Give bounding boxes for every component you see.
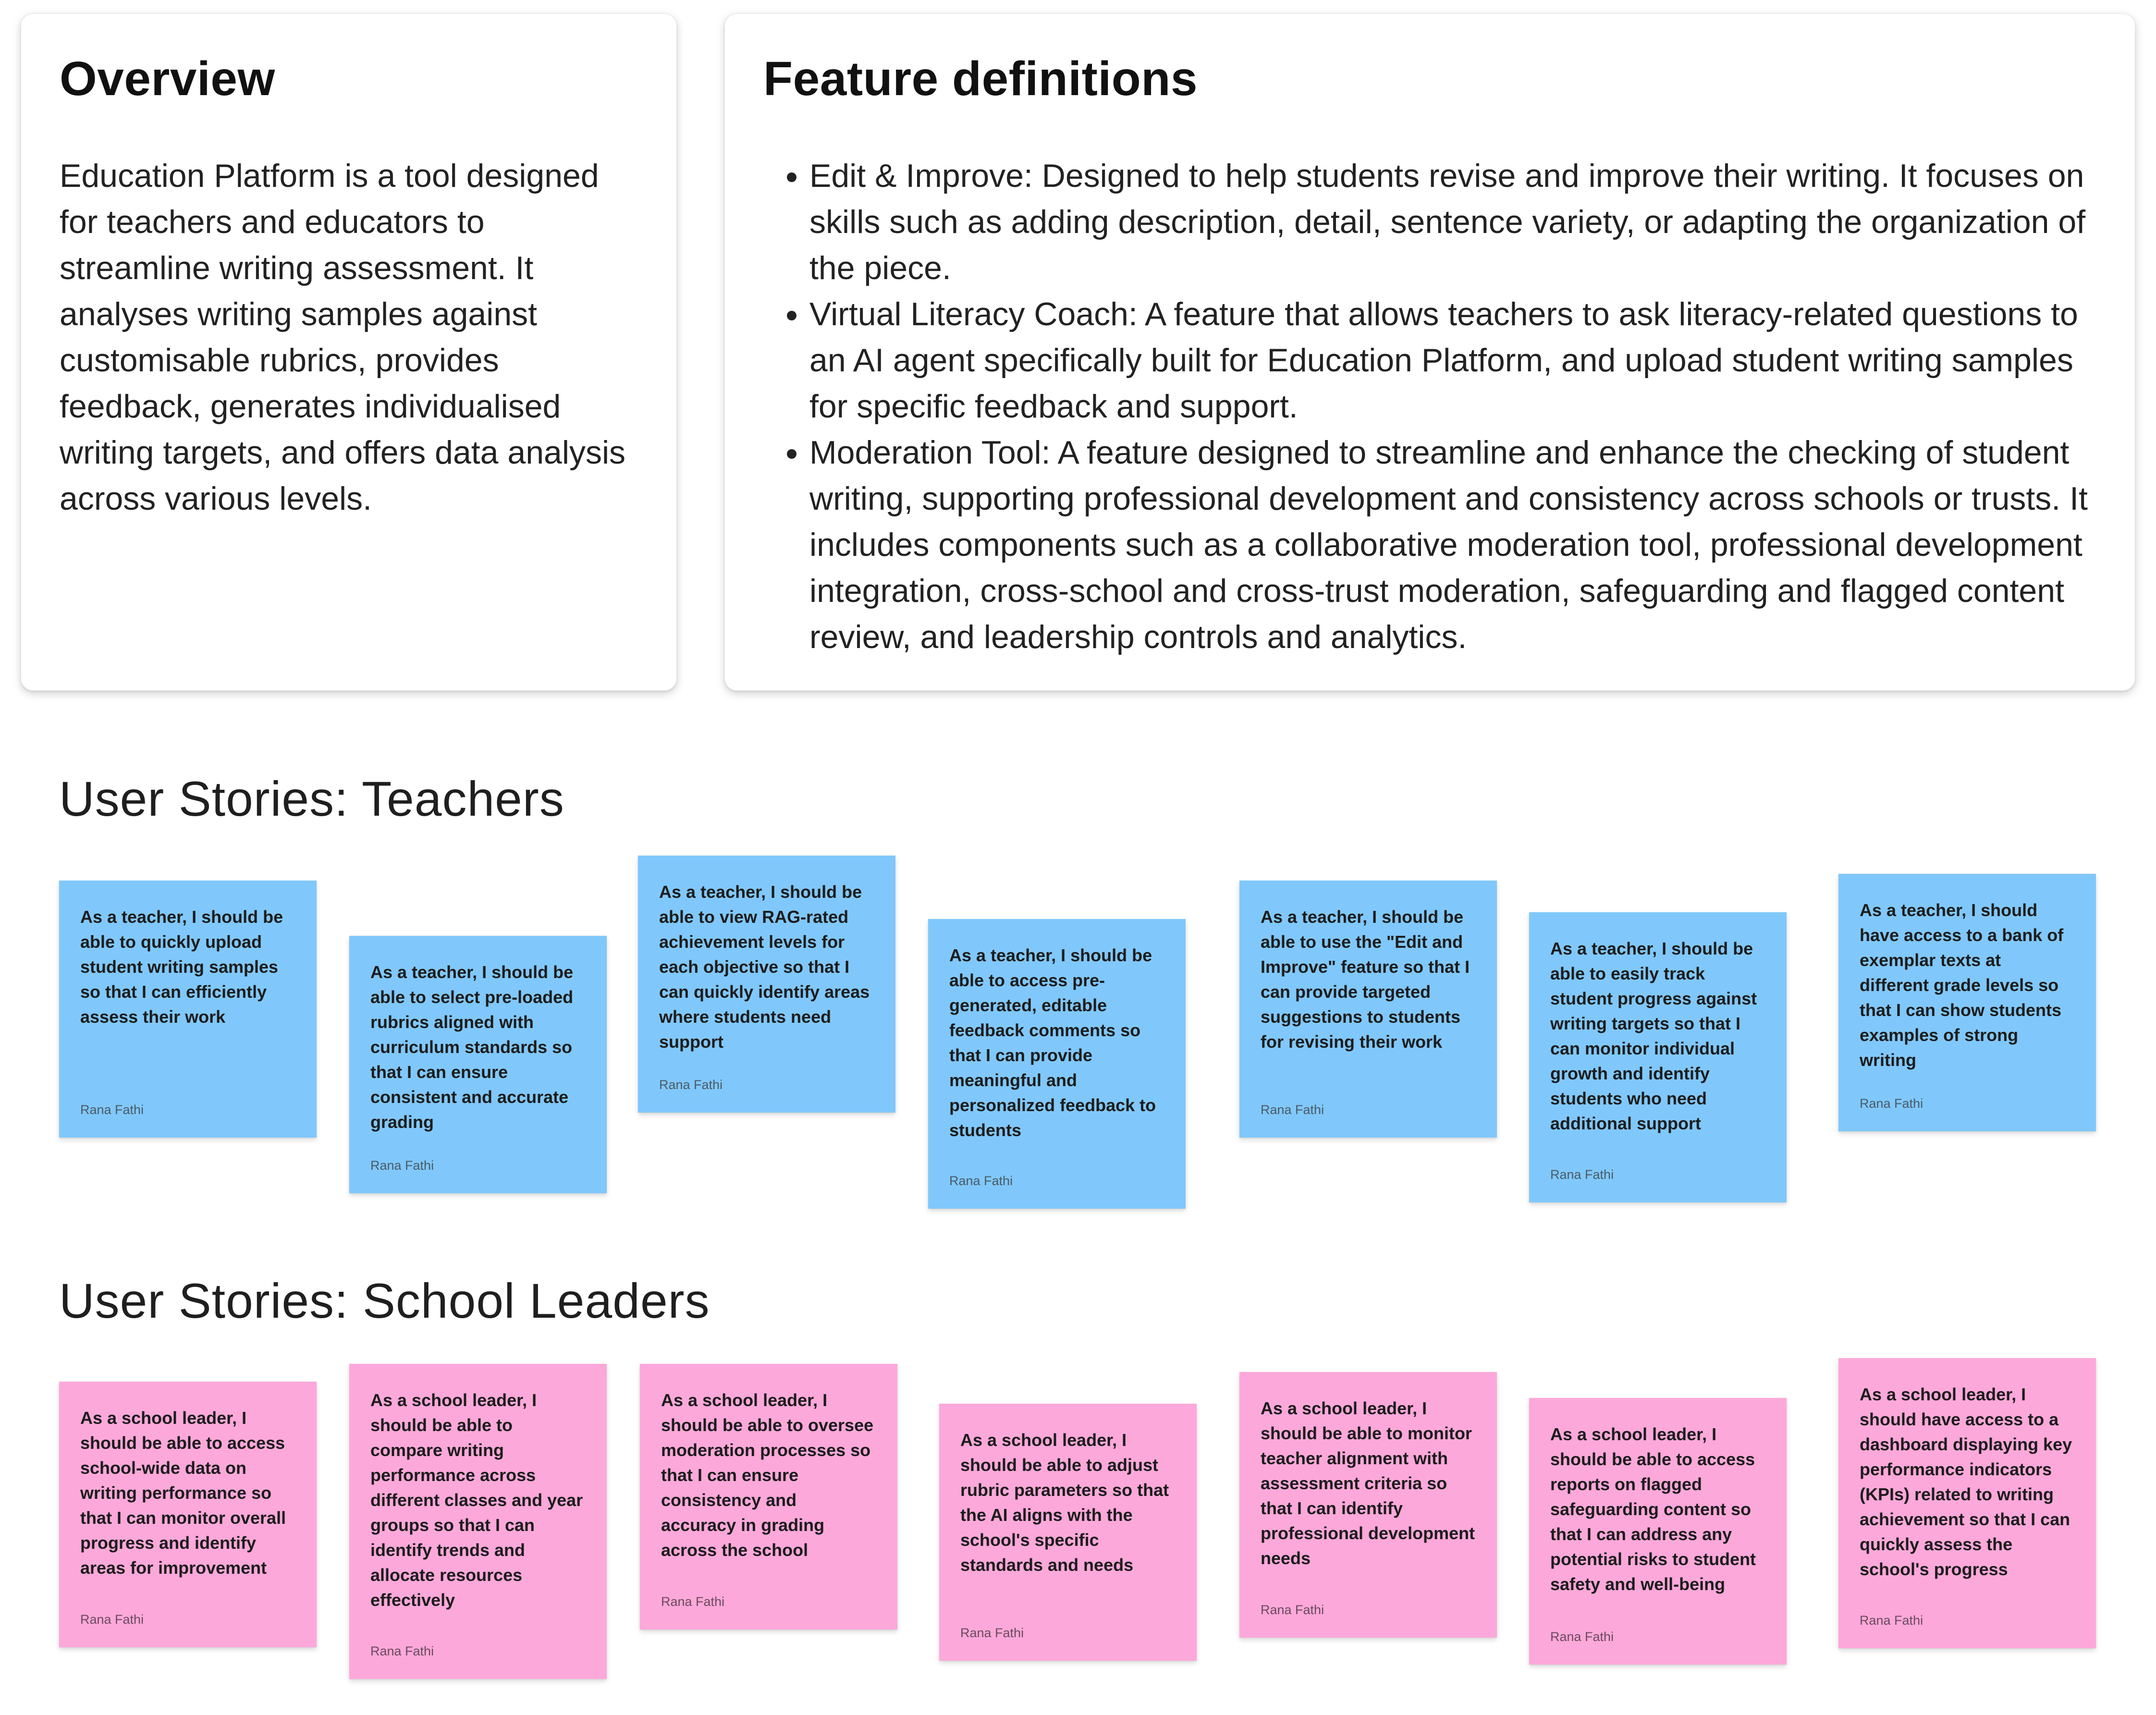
sticky-note-author: Rana Fathi	[1550, 1167, 1614, 1182]
teacher-sticky-note-3[interactable]	[638, 856, 895, 1113]
overview-card	[21, 13, 677, 691]
sticky-note-author: Rana Fathi	[661, 1594, 725, 1609]
sticky-note-author: Rana Fathi	[659, 1078, 723, 1092]
sticky-note-text: As a school leader, I should be able to access reports on flagged safeguarding content so that I can address any potential risks to student safety and well-being	[1550, 1424, 1756, 1594]
sticky-note-text: As a teacher, I should be able to easily track student progress against writing targets so that I can monitor individual growth and identify students who need additional support	[1550, 939, 1757, 1133]
sticky-note-author: Rana Fathi	[1261, 1102, 1324, 1117]
teacher-sticky-note-4[interactable]	[928, 919, 1186, 1209]
leader-sticky-note-5[interactable]	[1239, 1372, 1497, 1638]
overview-title: Overview	[60, 52, 275, 106]
sticky-note-text: As a teacher, I should be able to use the "Edit and Improve" feature so that I can provide targeted suggestions to students for revising their work	[1261, 907, 1470, 1052]
feature-definitions-title: Feature definitions	[763, 52, 1198, 106]
feature-list	[763, 153, 2096, 660]
leader-sticky-note-1[interactable]	[59, 1382, 317, 1647]
sticky-note-text: As a teacher, I should be able to select pre-loaded rubrics aligned with curriculum standards so that I can ensure consistent and accurate grading	[370, 962, 574, 1132]
sticky-note-author: Rana Fathi	[949, 1174, 1013, 1188]
sticky-note-author: Rana Fathi	[1860, 1613, 1923, 1628]
teachers-section-title: User Stories: Teachers	[59, 772, 564, 826]
sticky-note-text: As a teacher, I should be able to quickly upload student writing samples so that I can efficiently assess their work	[80, 907, 283, 1027]
sticky-note-text: As a school leader, I should have access to a dashboard displaying key performance indicators (KPIs) related to writing achievement so that I can quickly assess the school's progress	[1860, 1384, 2072, 1579]
feature-item-moderation-tool: • Moderation Tool: A feature designed to streamline and enhance the checking of student writing, supporting professional development and consistency across schools or trusts. It includes components such as a collaborative moderation tool, professional development integration, cross-school and cross-trust moderation, safeguarding and flagged content review, and leadership controls and analytics.	[809, 429, 2096, 660]
sticky-note-author: Rana Fathi	[960, 1626, 1024, 1640]
feature-item-edit-improve: • Edit & Improve: Designed to help students revise and improve their writing. It focuses on skills such as adding description, detail, sentence variety, or adapting the organization of the piece.	[809, 153, 2096, 291]
leader-sticky-note-4[interactable]	[939, 1404, 1197, 1661]
sticky-note-author: Rana Fathi	[1860, 1096, 1923, 1111]
sticky-note-text: As a teacher, I should be able to view RAG-rated achievement levels for each objective so that I can quickly identify areas where students need support	[659, 882, 870, 1052]
teacher-sticky-note-6[interactable]	[1529, 912, 1787, 1202]
feature-item-literacy-coach: • Virtual Literacy Coach: A feature that allows teachers to ask literacy-related questions to an AI agent specifically built for Education Platform, and upload student writing samples for specific feedback and support.	[809, 291, 2096, 429]
leader-sticky-note-6[interactable]	[1529, 1398, 1787, 1665]
leader-sticky-note-7[interactable]	[1838, 1358, 2096, 1648]
leader-sticky-note-3[interactable]	[640, 1364, 897, 1629]
teacher-sticky-note-5[interactable]	[1239, 881, 1497, 1138]
teacher-sticky-note-2[interactable]	[349, 936, 607, 1193]
sticky-note-text: As a school leader, I should be able to oversee moderation processes so that I can ensure consistency and accuracy in grading across the school	[661, 1390, 874, 1560]
sticky-note-author: Rana Fathi	[370, 1158, 434, 1173]
feature-definitions-card	[724, 13, 2135, 691]
sticky-note-text: As a teacher, I should have access to a bank of exemplar texts at different grade levels so that I can show students examples of strong writing	[1860, 900, 2064, 1070]
school-leaders-section-title: User Stories: School Leaders	[59, 1274, 710, 1328]
sticky-note-author: Rana Fathi	[1261, 1603, 1324, 1617]
sticky-note-text: As a school leader, I should be able to compare writing performance across different classes and year groups so that I can identify trends and allocate resources effectively	[370, 1390, 583, 1610]
overview-body: Education Platform is a tool designed for teachers and educators to streamline writing assessment. It analyses writing samples against customisable rubrics, provides feedback, generates individualised writing targets, and offers data analysis across various levels.	[60, 158, 626, 517]
sticky-note-author: Rana Fathi	[80, 1102, 144, 1117]
sticky-note-author: Rana Fathi	[370, 1644, 434, 1658]
sticky-note-text: As a teacher, I should be able to access pre-generated, editable feedback comments so that I can provide meaningful and personalized feedback to students	[949, 945, 1156, 1140]
sticky-note-author: Rana Fathi	[80, 1612, 144, 1627]
sticky-note-author: Rana Fathi	[1550, 1629, 1614, 1644]
teacher-sticky-note-7[interactable]	[1838, 874, 2096, 1131]
teacher-sticky-note-1[interactable]	[59, 881, 317, 1138]
sticky-note-text: As a school leader, I should be able to monitor teacher alignment with assessment criteria so that I can identify professional development needs	[1261, 1398, 1475, 1568]
sticky-note-text: As a school leader, I should be able to access school-wide data on writing performance so that I can monitor overall progress and identify areas for improvement	[80, 1408, 286, 1578]
leader-sticky-note-2[interactable]	[349, 1364, 607, 1679]
sticky-note-text: As a school leader, I should be able to adjust rubric parameters so that the AI aligns with the school's specific standards and needs	[960, 1430, 1169, 1575]
